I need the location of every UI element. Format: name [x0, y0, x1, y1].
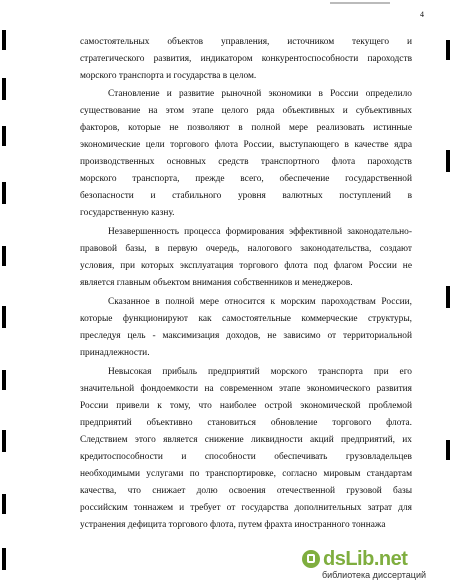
- paragraph-3: [80, 224, 412, 292]
- text-line: является главным объектом внимания собственников и менеджеров.: [80, 278, 353, 288]
- scan-edge-mark: [446, 150, 450, 172]
- scan-edge-mark: [2, 548, 6, 570]
- text-line: существование на этом этапе целого ряда объективных и субъективных: [80, 106, 412, 116]
- text-line: самостоятельных объектов управления, источником текущего и: [80, 37, 412, 47]
- text-line: Невысокая прибыль предприятий морского транспорта при его: [108, 367, 412, 377]
- text-line: принадлежности.: [80, 348, 150, 358]
- text-line: безопасности и стабильного уровня валютных поступлений в: [80, 191, 412, 201]
- text-line: государственную казну.: [80, 208, 175, 218]
- watermark-tagline: библиотека диссертаций: [322, 570, 427, 580]
- scan-edge-mark: [2, 306, 6, 328]
- text-line: стратегического развития, индикатором конкурентоспособности пароходств: [80, 54, 412, 64]
- paragraph-4: [80, 294, 412, 362]
- text-line: устранения дефицита торгового флота, путем фрахта иностранного тоннажа: [80, 520, 386, 530]
- scan-edge-mark: [446, 440, 450, 460]
- scan-edge-mark: [446, 40, 450, 60]
- scan-edge-mark: [2, 430, 6, 452]
- book-icon: [302, 550, 320, 568]
- scan-edge-mark: [446, 286, 450, 308]
- text-line: Становление и развитие рыночной экономики в России определило: [108, 89, 412, 99]
- paragraph-5: [80, 364, 412, 534]
- scan-top-mark: [330, 2, 390, 4]
- text-line: России привели к тому, что наиболее острой экономической проблемой: [80, 401, 412, 411]
- paragraph-2: [80, 86, 412, 222]
- text-line: морского транспорта, прежде всего, обеспечение государственной: [80, 174, 412, 184]
- scan-edge-mark: [2, 370, 6, 390]
- text-line: российским тоннажем и требует от государства дополнительных затрат для: [80, 503, 412, 513]
- scan-edge-mark: [2, 246, 6, 266]
- text-line: преследуя цель - максимизация доходов, не зависимо от территориальной: [80, 331, 412, 341]
- text-line: Незавершенность процесса формирования эффективной законодательно-: [108, 227, 412, 237]
- text-line: производственных основных средств транспортного флота пароходств: [80, 157, 412, 167]
- text-line: факторов, которые не позволяют в полной мере реализовать истинные: [80, 123, 412, 133]
- scan-edge-mark: [2, 126, 6, 146]
- text-line: которые функционируют как самостоятельные коммерческие структуры,: [80, 314, 412, 324]
- text-line: предприятий объективно становиться обновление торгового флота.: [80, 418, 412, 428]
- page-number: 4: [420, 10, 424, 19]
- text-line: необходимыми услугами по транспортировке, согласно мировым стандартам: [80, 469, 412, 479]
- watermark-brand: dsLib.net: [323, 547, 408, 570]
- dslib-watermark[interactable]: [296, 546, 450, 582]
- text-line: значительной фондоемкости на современном этапе экономического развития: [80, 384, 412, 394]
- text-line: правовой базы, в первую очередь, налогового законодательства, создают: [80, 244, 412, 254]
- scan-edge-mark: [2, 30, 6, 50]
- paragraph-1: [80, 34, 412, 85]
- scan-edge-mark: [2, 182, 6, 204]
- text-line: кредитоспособности и способности обеспечивать грузовладельцев: [80, 452, 412, 462]
- text-line: морского транспорта и государства в целом.: [80, 71, 257, 81]
- scan-edge-mark: [2, 494, 6, 514]
- scan-edge-mark: [2, 78, 6, 100]
- text-line: условия, при которых эксплуатация торгового флота под флагом России не: [80, 261, 412, 271]
- watermark-logo: [302, 548, 407, 570]
- text-line: качества, что снижает долю освоения отечественной грузовой базы: [80, 486, 412, 496]
- text-line: экономические цели торгового флота России, выступающего в качестве ядра: [80, 140, 412, 150]
- text-line: Следствием этого является снижение ликвидности акций предприятий, их: [80, 435, 412, 445]
- text-line: Сказанное в полной мере относится к морским пароходствам России,: [108, 297, 412, 307]
